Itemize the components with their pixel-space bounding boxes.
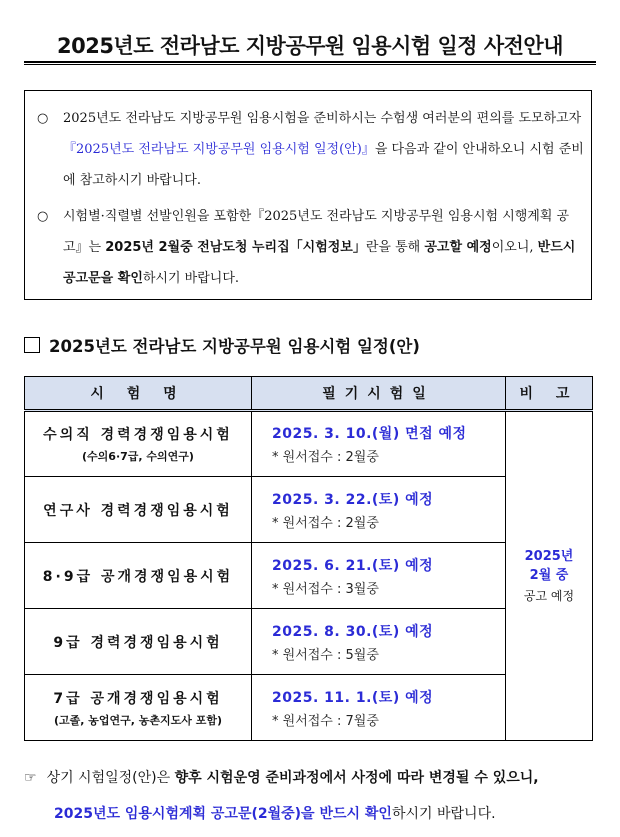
exam-name: 수의직 경력경쟁임용시험 (43, 427, 233, 443)
notice-1-text-a: 2025년도 전라남도 지방공무원 임용시험을 준비하시는 수험생 여러분의 편의를 도모하고자 (63, 111, 582, 126)
page-title: 2025년도 전라남도 지방공무원 임용시험 일정 사전안내 (56, 34, 563, 58)
exam-name-cell (25, 477, 252, 543)
application-period: * 원서접수 : 7월중 (272, 713, 379, 729)
notice-item-2 (37, 201, 585, 294)
application-period: * 원서접수 : 3월중 (272, 581, 379, 597)
notice-1-highlight: 『2025년도 전라남도 지방공무원 임용시험 일정(안)』 (63, 142, 375, 157)
exam-date: 2025. 11. 1.(토) 예정 (272, 689, 434, 706)
exam-name-cell (25, 543, 252, 609)
exam-date: 2025. 3. 22.(토) 예정 (272, 491, 434, 508)
title-underline-thin (24, 64, 596, 65)
footer-bold-2: 2025년도 임용시험계획 공고문(2월중)을 반드시 확인 (54, 806, 392, 822)
exam-name-sub: (고졸, 농업연구, 농촌지도사 포함) (53, 713, 223, 727)
footer-text-a: 상기 시험일정(안)은 (46, 770, 175, 786)
circle-bullet-icon: ○ (37, 111, 49, 126)
notice-2-text-d: 하시기 바랍니다. (142, 271, 240, 286)
exam-date: 2025. 3. 10.(월) 면접 예정 (272, 426, 467, 442)
notice-2-text-c: 이오니, (491, 240, 538, 255)
notice-2-bold-1: 2025년 2월중 전남도청 누리집「시험정보」 (105, 240, 366, 255)
square-bullet-icon (24, 337, 40, 353)
notice-item-1 (37, 103, 585, 196)
application-period: * 원서접수 : 2월중 (272, 450, 379, 465)
exam-date-cell (252, 411, 506, 477)
footer-bold-1: 향후 시험운영 준비과정에서 사정에 따라 변경될 수 있으니, (174, 770, 539, 786)
remarks-line-3: 공고 예정 (523, 589, 575, 603)
exam-date: 2025. 6. 21.(토) 예정 (272, 557, 434, 574)
exam-name: 연구사 경력경쟁임용시험 (43, 502, 233, 519)
notice-1-text-b: 을 다음과 같이 안내하오니 시험 준비에 참고하시기 바랍니다. (63, 142, 584, 188)
section-title-text: 2025년도 전라남도 지방공무원 임용시험 일정(안) (49, 337, 420, 356)
exam-name: 8·9급 공개경쟁임용시험 (42, 568, 234, 585)
remarks-cell (506, 411, 593, 741)
exam-name: 9급 경력경쟁임용시험 (53, 634, 223, 651)
exam-date-cell (252, 675, 506, 741)
table-header-row (25, 377, 593, 411)
header-exam-name: 시 험 명 (25, 377, 252, 411)
exam-date-cell (252, 477, 506, 543)
notice-2-bold-3: 반드시 공고문을 확인 (63, 240, 576, 286)
exam-name: 7급 공개경쟁임용시험 (53, 690, 223, 707)
footer-note (24, 760, 604, 832)
exam-name-cell (25, 675, 252, 741)
exam-date-cell (252, 543, 506, 609)
remarks-line-1: 2025년 (524, 549, 574, 564)
pointing-hand-icon: ☞ (24, 770, 37, 786)
exam-name-cell (25, 411, 252, 477)
circle-bullet-icon: ○ (37, 209, 49, 224)
footer-text-b: 하시기 바랍니다. (391, 806, 496, 822)
header-written-date: 필기시험일 (252, 377, 506, 411)
remarks-line-2: 2월 중 (529, 568, 569, 583)
application-period: * 원서접수 : 2월중 (272, 515, 379, 531)
section-title (24, 333, 420, 357)
application-period: * 원서접수 : 5월중 (272, 647, 379, 663)
footer-line-1 (24, 770, 539, 786)
notice-2-bold-2: 공고할 예정 (424, 240, 492, 255)
exam-date: 2025. 8. 30.(토) 예정 (272, 623, 434, 640)
notice-2-text-b: 란을 통해 (365, 240, 425, 255)
exam-name-sub: (수의6·7급, 수의연구) (82, 450, 194, 463)
exam-name-cell (25, 609, 252, 675)
notice-2-text-a: 시험별·직렬별 선발인원을 포함한『2025년도 전라남도 지방공무원 임용시험 시행계획 공고』는 (63, 209, 570, 255)
schedule-table (24, 376, 593, 741)
exam-date-cell (252, 609, 506, 675)
table-row (25, 411, 593, 477)
notice-box (24, 90, 592, 300)
header-remarks: 비 고 (506, 377, 593, 411)
title-underline (24, 61, 596, 63)
footer-line-2 (24, 796, 604, 832)
